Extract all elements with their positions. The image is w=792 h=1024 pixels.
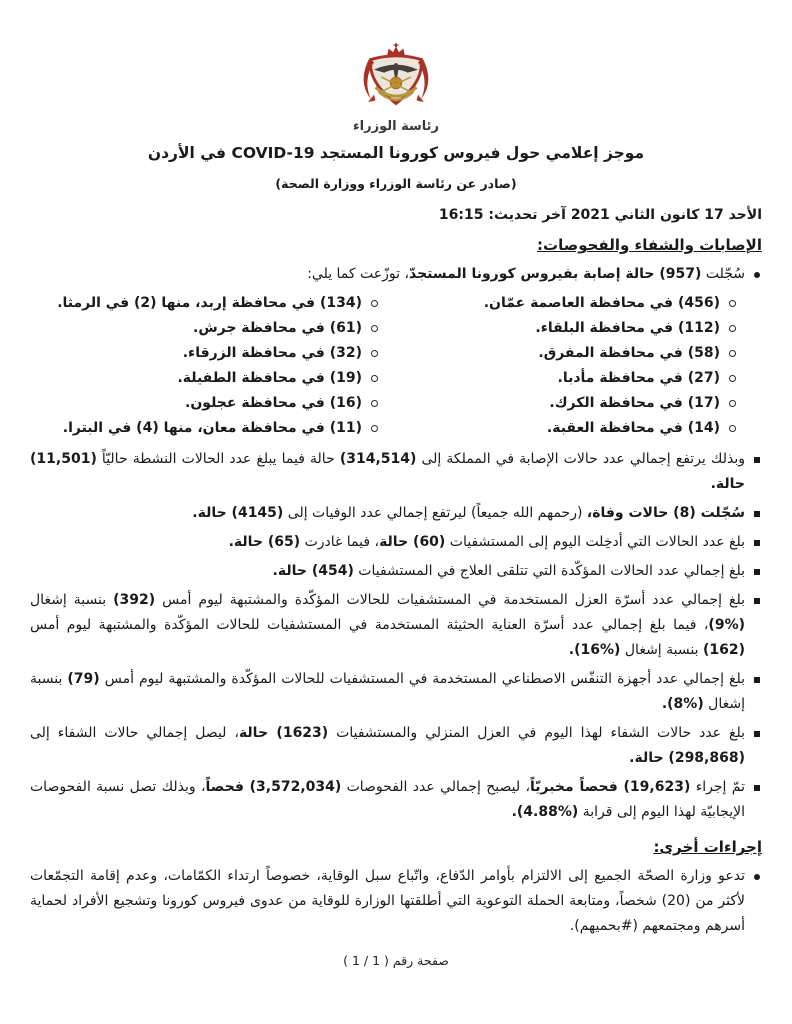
body-text: ، فيما غادرت [300, 533, 380, 550]
intro-bullet-text [30, 262, 745, 287]
highlighted-value: (3,572,034) فحصاً [205, 778, 342, 795]
hollow-circle-bullet-icon [371, 375, 378, 382]
square-bullet-icon [754, 731, 760, 737]
report-bullet [30, 447, 760, 497]
jordan-coat-of-arms-logo [352, 42, 440, 134]
square-bullet-icon [754, 457, 760, 463]
governorate-item [30, 316, 378, 341]
governorate-text: (16) في محافظة عجلون. [185, 394, 362, 411]
governorate-item [30, 391, 378, 416]
report-bullet [30, 559, 760, 584]
square-bullet-icon [754, 598, 760, 604]
report-bullet-text [30, 667, 745, 717]
governorate-item [388, 291, 736, 316]
highlighted-value: (%8). [661, 695, 704, 712]
section-heading-other: إجراءات أخرى: [653, 837, 762, 856]
governorate-item [30, 416, 378, 441]
body-text: (رحمهم الله جميعاً) ليرتفع إجمالي عدد الوفيات إلى [283, 504, 587, 521]
report-bullet [30, 588, 760, 663]
report-bullet [30, 721, 760, 771]
body-text: تدعو وزارة الصحّة الجميع إلى الالتزام بأوامر الدّفاع، واتّباع سبل الوقاية، خصوصاً ارتداء الكمّامات، وعدم إقامة التجمّعات لأكثر من (20) شخصاً، ومتابعة الحملة التوعوية التي أطلقتها الوزارة للوقاية من عدوى فيروس كورونا وتشجيع الأفراد لحماية أسرهم ومجتمعهم (#بحميهم). [30, 867, 745, 934]
body-text: ، توزّعت كما يلي: [307, 265, 409, 282]
report-bullet-text [30, 588, 745, 663]
highlighted-value: (79) [67, 670, 100, 687]
report-bullet-text [30, 501, 745, 526]
highlighted-value: (454) حالة. [272, 562, 354, 579]
highlighted-value: سُجّلت (8) حالات وفاة، [586, 504, 745, 521]
body-text: بلغ عدد حالات الشفاء لهذا اليوم في العزل المنزلي والمستشفيات [328, 724, 745, 741]
governorate-text: (19) في محافظة الطفيلة. [177, 369, 362, 386]
governorate-text: (27) في محافظة مأدبا. [557, 369, 720, 386]
hollow-circle-bullet-icon [371, 350, 378, 357]
body-text: بنسبة إشغال [30, 591, 114, 608]
procedures-bullet-text [30, 864, 745, 939]
body-text: حالة فيما يبلغ عدد الحالات النشطة حاليّاً [96, 450, 340, 467]
governorates-list [30, 291, 736, 441]
governorate-text: (58) في محافظة المفرق. [538, 344, 720, 361]
report-bullet-text [30, 530, 745, 555]
governorate-item [30, 341, 378, 366]
governorate-item [388, 416, 736, 441]
highlighted-value: (314,514) [339, 450, 417, 467]
governorate-item [388, 341, 736, 366]
hollow-circle-bullet-icon [729, 300, 736, 307]
highlighted-value: (4145) حالة. [192, 504, 284, 521]
body-text: بنسبة إشغال [620, 641, 703, 658]
report-bullet-text [30, 721, 745, 771]
governorate-item [388, 316, 736, 341]
highlighted-value: (%16). [568, 641, 621, 658]
highlighted-value: (298,868) حالة. [629, 749, 745, 766]
document-subtitle: (صادر عن رئاسة الوزراء ووزارة الصحة) [275, 175, 517, 191]
square-bullet-icon [754, 540, 760, 546]
governorate-text: (11) في محافظة معان، منها (4) في البترا. [62, 419, 362, 436]
body-text: ، ليصبح إجمالي عدد الفحوصات [341, 778, 530, 795]
highlighted-value: (11,501) حالة. [30, 450, 745, 492]
square-bullet-icon [754, 511, 760, 517]
square-bullet-icon [754, 569, 760, 575]
report-bullet [30, 667, 760, 717]
cases-section [30, 262, 762, 825]
governorate-item [388, 366, 736, 391]
hollow-circle-bullet-icon [729, 400, 736, 407]
body-text: بنسبة إشغال [30, 670, 745, 712]
body-text: بلغ عدد الحالات التي أدخِلت اليوم إلى المستشفيات [445, 533, 745, 550]
procedures-bullet [30, 864, 760, 939]
hollow-circle-bullet-icon [729, 425, 736, 432]
hollow-circle-bullet-icon [729, 375, 736, 382]
body-text: بلغ إجمالي عدد أجهزة التنفّس الاصطناعي المستخدمة في المستشفيات للحالات المؤكّدة والمشتبهة ليوم أمس [99, 670, 746, 687]
governorate-text: (456) في محافظة العاصمة عمّان. [483, 294, 720, 311]
report-bullet-text [30, 447, 745, 497]
report-bullet [30, 530, 760, 555]
date-line: الأحد 17 كانون الثاني 2021 آخر تحديث: 16:15 [438, 206, 762, 223]
governorate-item [30, 366, 378, 391]
report-bullet [30, 775, 760, 825]
body-text: تمّ إجراء [690, 778, 745, 795]
document-header [30, 42, 762, 191]
dot-bullet-icon [754, 272, 760, 278]
report-bullet-text [30, 775, 745, 825]
highlighted-value: (392) [113, 591, 156, 608]
intro-bullet [30, 262, 760, 287]
hollow-circle-bullet-icon [371, 325, 378, 332]
footer-page-number: صفحة رقم ( 1 / 1 ) [343, 952, 449, 968]
body-text: بلغ إجمالي عدد أسرّة العزل المستخدمة في المستشفيات للحالات المؤكّدة والمشتبهة ليوم أمس [155, 591, 745, 608]
section-heading-cases: الإصابات والشفاء والفحوصات: [537, 235, 762, 254]
governorate-text: (134) في محافظة إربد، منها (2) في الرمثا. [57, 294, 362, 311]
other-section [30, 864, 762, 939]
highlighted-value: (19,623) فحصاً مخبريّاً [529, 778, 691, 795]
highlighted-value: (65) حالة. [228, 533, 301, 550]
body-text: ، ليصل إجمالي حالات الشفاء إلى [30, 724, 239, 741]
hollow-circle-bullet-icon [729, 325, 736, 332]
hollow-circle-bullet-icon [371, 400, 378, 407]
body-text: ، فيما بلغ إجمالي عدد أسرّة العناية الحثيثة المستخدمة في المستشفيات للحالات المؤكّدة والمشتبهة ليوم أمس [30, 616, 709, 633]
document-title: موجز إعلامي حول فيروس كورونا المستجد COVID-19 في الأردن [147, 144, 645, 163]
governorate-text: (112) في محافظة البلقاء. [535, 319, 720, 336]
logo-caption: رئاسة الوزراء [353, 119, 439, 134]
hollow-circle-bullet-icon [371, 425, 378, 432]
governorate-text: (17) في محافظة الكرك. [549, 394, 720, 411]
highlighted-value: (957) حالة إصابة بفيروس كورونا المستجدّ [409, 265, 702, 282]
body-text: وبذلك يرتفع إجمالي عدد حالات الإصابة في المملكة إلى [416, 450, 745, 467]
dot-bullet-icon [754, 874, 760, 880]
body-text: سُجّلت [701, 265, 745, 282]
stats-bullets [30, 447, 762, 825]
governorate-item [388, 391, 736, 416]
governorate-text: (14) في محافظة العقبة. [546, 419, 720, 436]
governorate-item [30, 291, 378, 316]
highlighted-value: (%4.88). [511, 803, 579, 820]
hollow-circle-bullet-icon [729, 350, 736, 357]
highlighted-value: (162) [702, 641, 745, 658]
body-text: ، وبذلك تصل نسبة الفحوصات الإيجابيّة لهذا اليوم إلى قرابة [30, 778, 745, 820]
report-bullet-text [30, 559, 745, 584]
highlighted-value: (60) حالة [379, 533, 446, 550]
square-bullet-icon [754, 677, 760, 683]
hollow-circle-bullet-icon [371, 300, 378, 307]
body-text: بلغ إجمالي عدد الحالات المؤكّدة التي تتلقى العلاج في المستشفيات [353, 562, 745, 579]
highlighted-value: (%9) [708, 616, 745, 633]
governorate-text: (32) في محافظة الزرقاء. [182, 344, 362, 361]
square-bullet-icon [754, 785, 760, 791]
coat-of-arms-graphic [352, 42, 440, 118]
report-bullet [30, 501, 760, 526]
highlighted-value: (1623) حالة [238, 724, 329, 741]
governorate-text: (61) في محافظة جرش. [193, 319, 362, 336]
